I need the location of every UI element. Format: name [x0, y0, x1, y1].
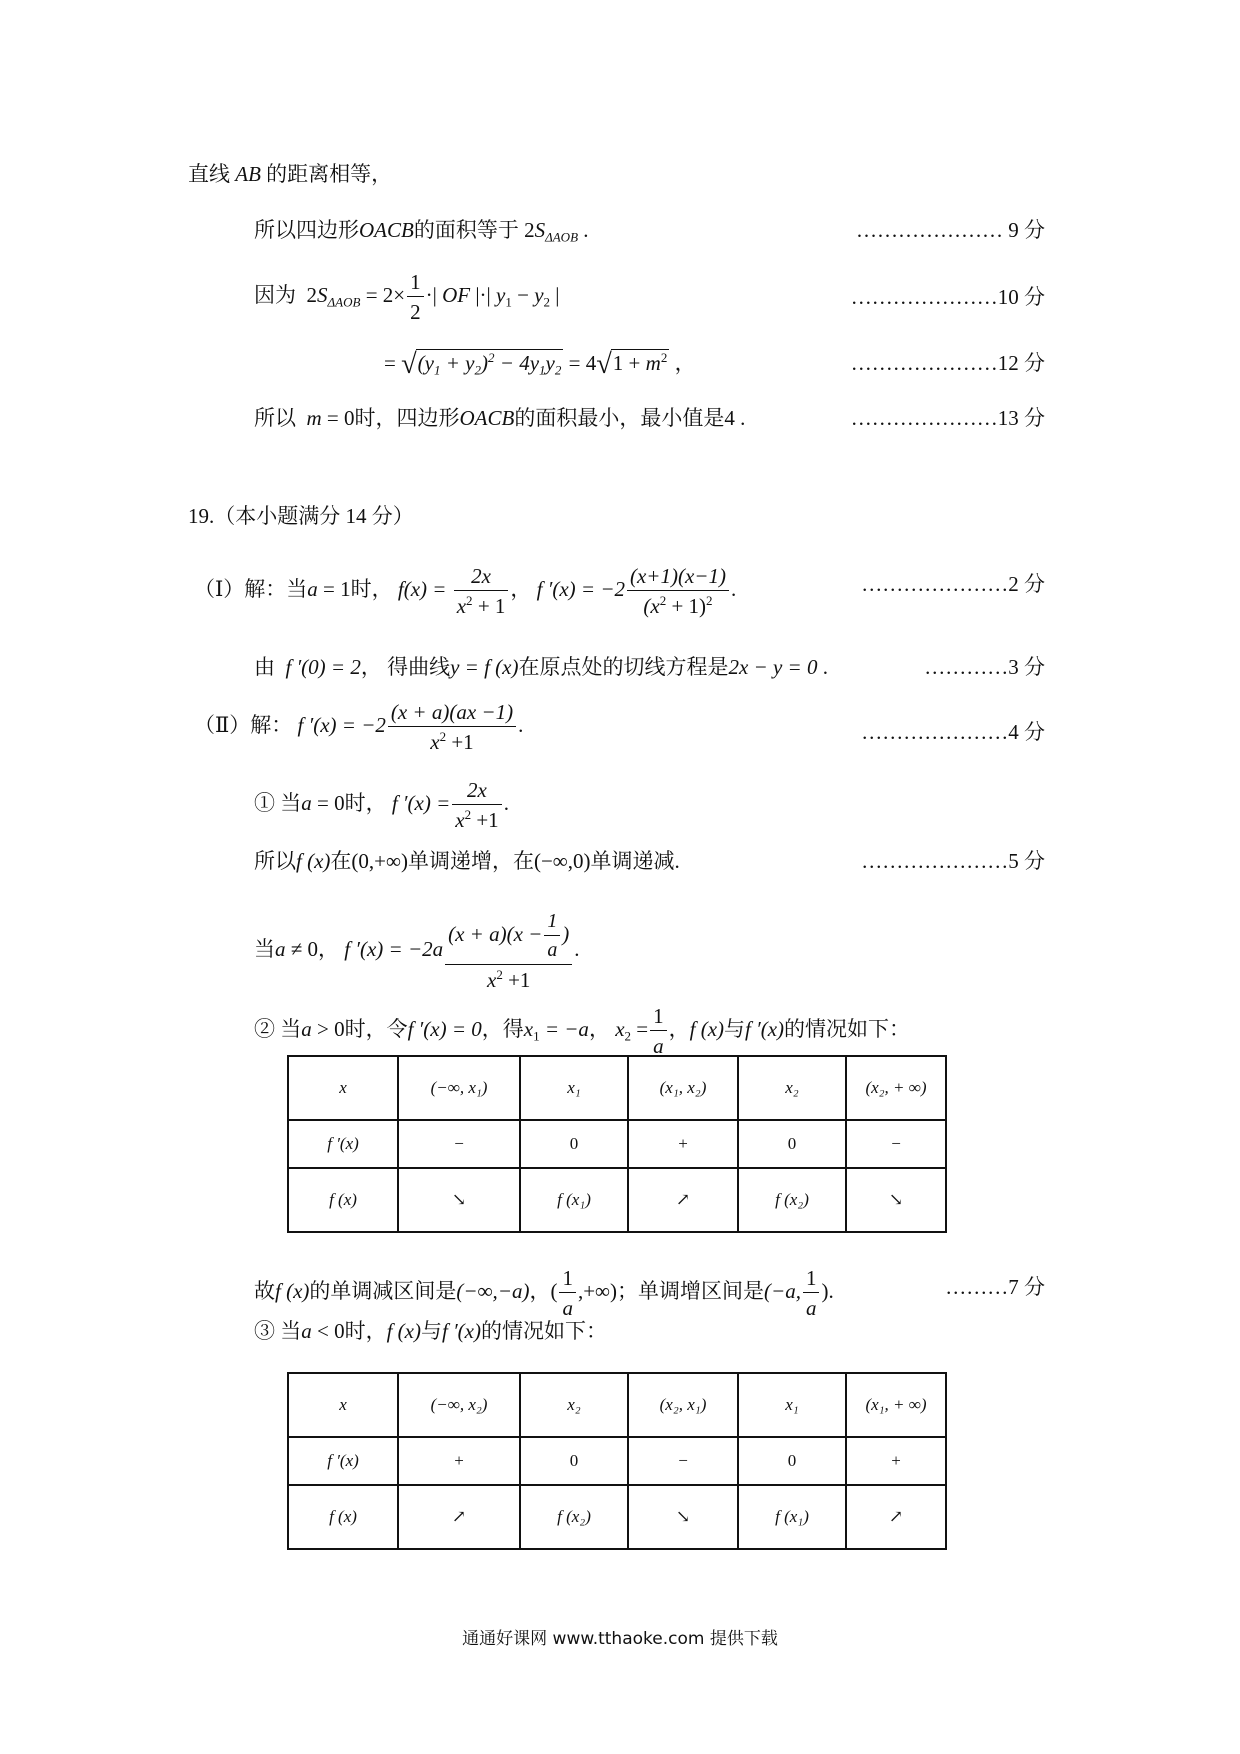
- score-10: …………………10 分: [850, 285, 1045, 309]
- fraction-one-over-a-2: $\frac{1}{a}$: [559, 1266, 576, 1320]
- fraction-one-over-a: $\frac{1}{a}$: [650, 1004, 667, 1058]
- score-2: …………………2 分: [861, 572, 1045, 596]
- score-12: …………………12 分: [850, 351, 1045, 375]
- root-expression-2: $√1 + m^2$: [596, 349, 668, 381]
- table-row: f ′(x) − 0 + 0 −: [288, 1120, 946, 1168]
- table-row: f (x) ↘ f (x₁) ↗ f (x₂) ↘: [288, 1168, 946, 1232]
- table-row: x (−∞, x₁) x₁ (x₁, x₂) x₂ (x₂, + ∞): [288, 1056, 946, 1120]
- p19-case2-line: ② 当a > 0时，令f ′(x) = 0，得$x_1 = -a$， $x_2$ = $\frac{1}{a}$ ，f (x)与f ′(x)的情况如下：: [254, 1004, 911, 1059]
- sign-table-a-positive: [287, 1055, 947, 1233]
- sign-table-a-negative: [287, 1372, 947, 1550]
- p18-line4: = $√(y_1 + y_2)^2 - 4y_1y_2 = 4√1 + m^2$ ，: [384, 349, 696, 381]
- score-13: …………………13 分: [850, 406, 1045, 430]
- fraction-one-over-a-3: $\frac{1}{a}$: [803, 1266, 820, 1320]
- fraction-nonzero: (x + a)(x − $\frac{1}{a}$ ) $x^2 +1$: [445, 910, 572, 992]
- p19-case1-line1: ① 当a = 0时， f ′(x) = $\frac{2x}{x^2 +1}$ .: [254, 778, 509, 833]
- fraction-derivative: $\frac{(x+1)(x-1)}{(x^2 + 1)^2}$: [627, 564, 729, 618]
- p18-line1: 直线 AB 的距离相等，: [188, 162, 393, 186]
- p18-line2: 所以四边形OACB的面积等于 $2S_{\Delta AOB}$ .: [254, 218, 589, 245]
- score-7: ………7 分: [945, 1275, 1045, 1299]
- fraction-2x-over-x2p1: $\frac{2x}{x^2 + 1}$: [454, 564, 509, 618]
- p18-line3: 因为 $2S_{\Delta AOB} = 2\times$ $\frac{1}{2}$ ·| OF |·| $y_1 - y_2$ |: [254, 270, 560, 325]
- table-row: f ′(x) + 0 − 0 +: [288, 1437, 946, 1485]
- p19-nonzero-line: 当a ≠ 0， f ′(x) = −2a (x + a)(x − $\frac{1}{a}$ ) $x^2 +1$ .: [254, 910, 580, 992]
- p19-part1-line2: 由 f ′(0) = 2， 得曲线y = f (x)在原点处的切线方程是2x − y = 0 .: [254, 655, 828, 679]
- footer-download-note: 通通好课网 www.tthaoke.com 提供下载: [462, 1629, 778, 1649]
- score-3: …………3 分: [924, 655, 1045, 679]
- score-4: …………………4 分: [861, 720, 1045, 744]
- fraction-case1: $\frac{2x}{x^2 +1}$: [452, 778, 501, 832]
- fraction-derivative-general: $\frac{(x + a)(ax -1)}{x^2 +1}$: [388, 700, 516, 754]
- p19-case3-line: ③ 当a < 0时，f (x)与f ′(x)的情况如下：: [254, 1319, 607, 1343]
- score-5: …………………5 分: [861, 849, 1045, 873]
- problem-19-heading: 19.（本小题满分 14 分）: [188, 504, 414, 528]
- p19-case1-line2: 所以f (x)在(0,+∞)单调递增，在(−∞,0)单调递减.: [254, 849, 680, 873]
- p19-part1-line1: （Ⅰ）解：当a = 1时， f(x) = $\frac{2x}{x^2 + 1}$ ， f ′(x) = −2 $\frac{(x+1)(x-1)}{(x^2 + 1)^2}$ .: [194, 564, 737, 619]
- p19-part2-line1: （Ⅱ）解： f ′(x) = −2 $\frac{(x + a)(ax -1)}{x^2 +1}$ .: [194, 700, 524, 755]
- p19-case2-result: 故f (x)的单调减区间是(−∞,−a)，( $\frac{1}{a}$ ,+∞)；单调增区间是(−a, $\frac{1}{a}$ ).: [254, 1266, 834, 1321]
- p18-line5: 所以 m = 0时，四边形OACB的面积最小，最小值是4 .: [254, 406, 746, 430]
- root-expression: $√(y_1 + y_2)^2 - 4y_1y_2$: [401, 349, 562, 381]
- table-row: f (x) ↗ f (x₂) ↘ f (x₁) ↗: [288, 1485, 946, 1549]
- score-9: ………………… 9 分: [856, 218, 1045, 242]
- half-fraction: $\frac{1}{2}$: [407, 270, 424, 324]
- table-row: x (−∞, x₂) x₂ (x₂, x₁) x₁ (x₁, + ∞): [288, 1373, 946, 1437]
